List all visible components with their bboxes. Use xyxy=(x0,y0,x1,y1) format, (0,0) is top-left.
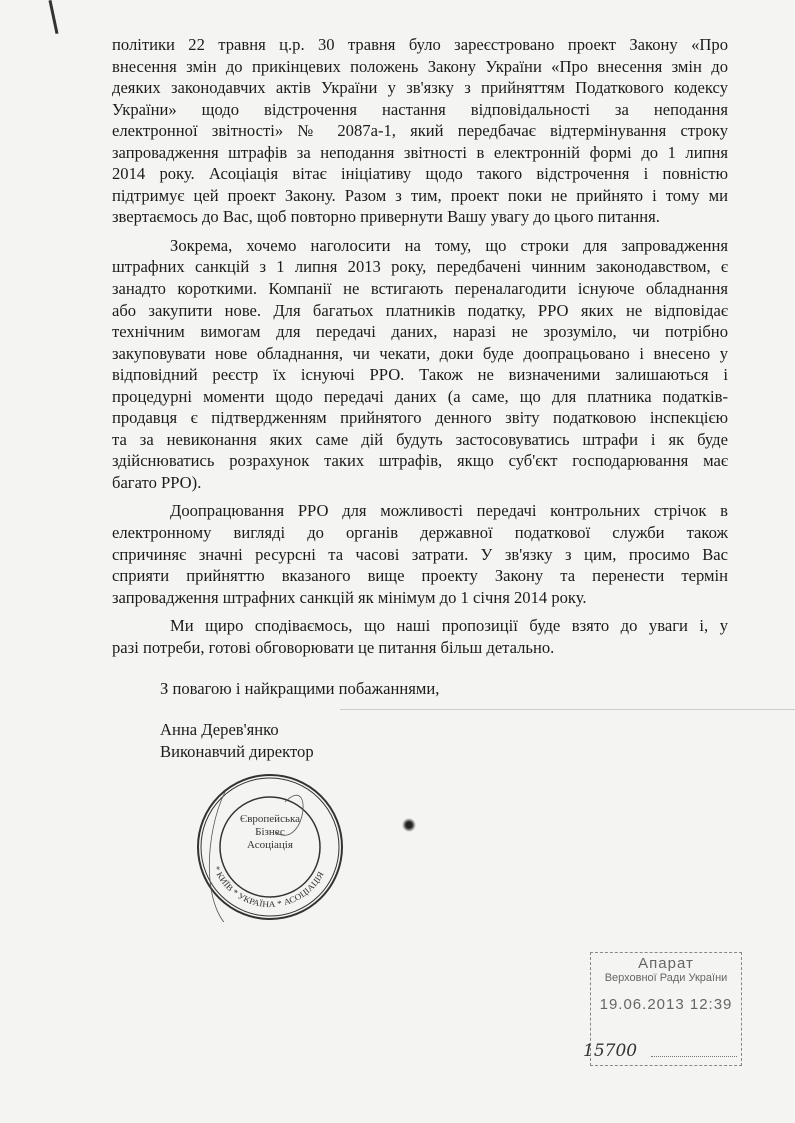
stamp-datetime: 19.06.2013 12:39 xyxy=(599,996,733,1013)
text-line: сприяти прийняттю вказаного вище проекту Закону та перенести термін xyxy=(112,566,728,586)
organization-seal xyxy=(195,772,345,922)
paragraph xyxy=(112,615,728,658)
signature-block xyxy=(160,719,314,763)
letter-body xyxy=(112,34,728,665)
paragraph xyxy=(112,500,728,608)
text-line: Доопрацювання РРО для можливості передачі контрольних стрічок в xyxy=(170,501,728,521)
stamp-number: 15700 xyxy=(583,1041,638,1061)
text-line: електронному вигляді до органів державної податкової служби також xyxy=(112,523,728,543)
closing-phrase: З повагою і найкращими побажаннями, xyxy=(160,679,440,698)
paragraph xyxy=(112,235,728,494)
text-line: занадто короткими. Компанії не встигають переналагодити існуюче обладнання xyxy=(112,279,728,299)
text-line: України» щодо відстрочення настання відповідальності за неподання xyxy=(112,99,728,119)
seal-line: Асоціація xyxy=(247,839,293,851)
text-line: Ми щиро сподіваємось, що наші пропозиції буде взято до уваги і, у xyxy=(170,616,728,636)
text-line: та за невиконання яких саме дій будуть застосовуватись штрафи і як буде xyxy=(112,429,728,449)
text-line: продавця є підтвердженням прийнятого денного звіту податковою інспекцією xyxy=(112,408,728,428)
scan-line xyxy=(340,709,795,710)
signer-name: Анна Дерев'янко xyxy=(160,720,279,739)
text-line: внесення змін до прикінцевих положень Закону України «Про внесення змін до xyxy=(112,56,728,76)
text-line: спричиняє значні ресурсні та часові затрати. У зв'язку з цим, просимо Вас xyxy=(112,544,728,564)
text-line: Зокрема, хочемо наголосити на тому, що строки для запровадження xyxy=(170,235,728,255)
text-line: разі потреби, готові обговорювати це питання більш детально. xyxy=(112,637,555,657)
text-line: підтримує цей проект Закону. Разом з тим, проект поки не прийнято і тому ми xyxy=(112,185,728,205)
text-line: деяких законодавчих актів України у зв'язку з прийняттям Податкового кодексу xyxy=(112,78,728,98)
signer-title: Виконавчий директор xyxy=(160,742,314,761)
scan-artifact xyxy=(48,0,58,34)
seal-line: Бізнес xyxy=(255,826,285,838)
text-line: закуповувати нове обладнання, чи чекати, доки буде доопрацьовано і внесено у xyxy=(112,343,728,363)
stamp-number-line xyxy=(651,1056,737,1057)
text-line: процедурні моменти щодо передачі даних (а саме, що для платника податків- xyxy=(112,386,728,406)
registration-stamp xyxy=(583,952,742,1066)
text-line: багато РРО). xyxy=(112,472,202,492)
seal-line: Європейська xyxy=(239,813,301,825)
text-line: звертаємось до Вас, щоб повторно привернути Вашу увагу до цього питання. xyxy=(112,207,660,227)
text-line: штрафних санкцій з 1 липня 2013 року, передбачені чинним законодавством, є xyxy=(112,257,728,277)
text-line: або закупити нове. Для багатьох платників податку, РРО яких не відповідає xyxy=(112,300,728,320)
text-line: запровадження штрафів за неподання звітності в електронній формі до 1 липня xyxy=(112,142,728,162)
text-line: 2014 року. Асоціація вітає ініціативу щодо такого відстрочення і повністю xyxy=(112,164,728,184)
stamp-subtitle: Верховної Ради України xyxy=(604,972,728,984)
text-line: політики 22 травня ц.р. 30 травня було зареєстровано проект Закону «Про xyxy=(112,35,728,54)
text-line: відповідний реєстр їх існуючі РРО. Також не визначеними залишаються і xyxy=(112,365,728,385)
text-line: технічним вимогам для передачі даних, наразі не зрозуміло, чи потрібно xyxy=(112,322,728,342)
text-line: електронної звітності» № 2087а-1, який передбачає відтермінування строку xyxy=(112,121,728,141)
text-line: запровадження штрафних санкцій як мінімум до 1 січня 2014 року. xyxy=(112,587,587,607)
paragraph xyxy=(112,34,728,228)
signature-stroke xyxy=(209,792,235,922)
stamp-title: Апарат xyxy=(638,955,694,972)
seal-ring-text: * КИЇВ * УКРАЇНА * АСОЦІАЦІЯ xyxy=(211,864,326,910)
text-line: здійснюватись розрахунок таких штрафів, якщо суб'єкт господарювання має xyxy=(112,451,728,471)
scan-blot xyxy=(402,818,416,832)
